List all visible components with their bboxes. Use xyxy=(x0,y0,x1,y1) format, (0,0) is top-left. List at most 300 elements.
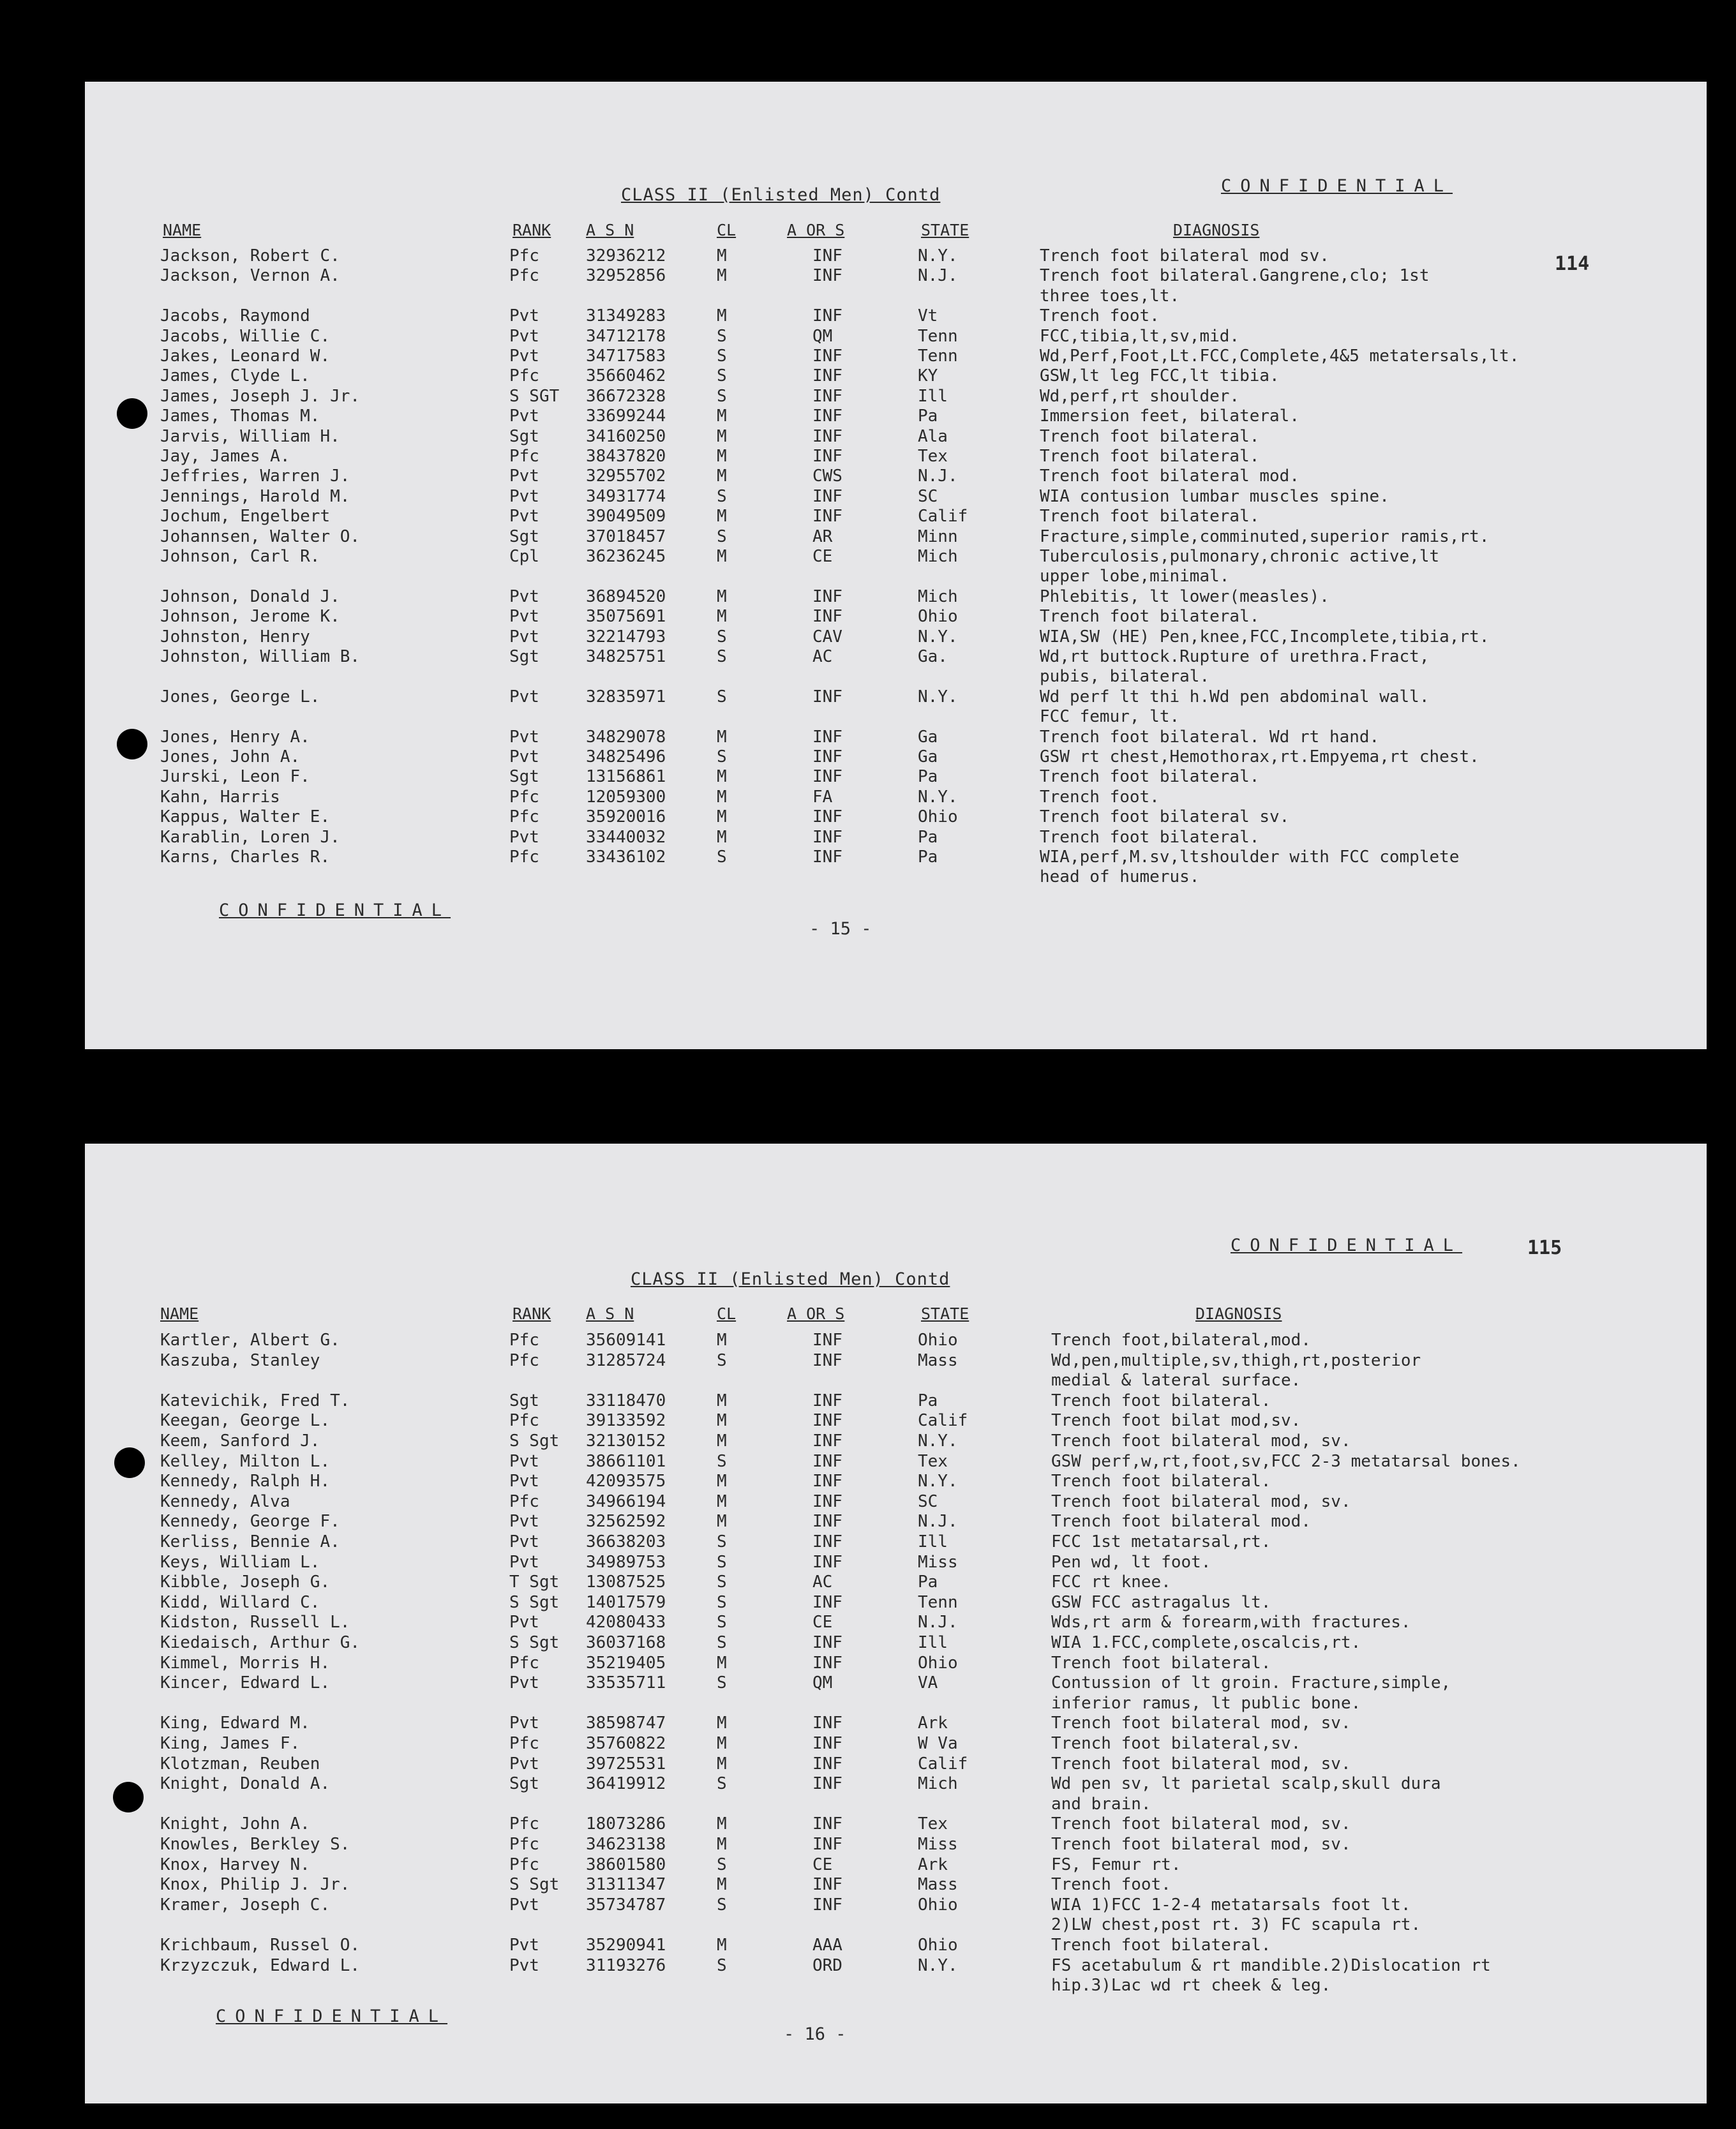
cell-state: Tex xyxy=(918,1814,948,1834)
cell-diagnosis: Phlebitis, lt lower(measles). xyxy=(1040,586,1329,606)
table-row xyxy=(85,1633,1707,1653)
cell-cl: S xyxy=(717,486,727,506)
cell-name: Jarvis, William H. xyxy=(160,426,340,446)
cell-state: Minn xyxy=(918,527,958,546)
cell-name: Jones, Henry A. xyxy=(160,727,310,747)
cell-rank: Pvt xyxy=(509,1714,539,1733)
cell-asn: 35760822 xyxy=(586,1734,666,1753)
cell-rank: Pvt xyxy=(509,1532,539,1551)
cell-name: Kennedy, George F. xyxy=(160,1512,340,1532)
cell-name: James, Joseph J. Jr. xyxy=(160,386,361,406)
cell-name: Klotzman, Reuben xyxy=(160,1754,320,1774)
cell-asn: 38437820 xyxy=(586,447,666,466)
cell-rank: Sgt xyxy=(509,1391,539,1410)
cell-cl: S xyxy=(717,1532,727,1551)
cell-cl: M xyxy=(717,1491,727,1511)
cell-diagnosis: WIA contusion lumbar muscles spine. xyxy=(1040,486,1389,506)
cell-state: Ga xyxy=(918,727,938,747)
cell-cl: S xyxy=(717,1673,727,1693)
table-row xyxy=(85,246,1707,266)
table-row xyxy=(85,527,1707,547)
cell-asn: 35290941 xyxy=(586,1936,666,1955)
cell-arm: AC xyxy=(812,1572,833,1592)
cell-rank: Pfc xyxy=(509,1734,539,1753)
cell-name: Kimmel, Morris H. xyxy=(160,1653,331,1673)
cell-state: Ohio xyxy=(918,1895,958,1915)
page-number: - 15 - xyxy=(809,919,872,939)
cell-asn: 39133592 xyxy=(586,1411,666,1431)
cell-arm: INF xyxy=(812,306,842,326)
cell-asn: 33436102 xyxy=(586,848,666,867)
cell-state: N.J. xyxy=(918,467,958,486)
cell-arm: AC xyxy=(812,647,833,666)
header-asn: A S N xyxy=(586,221,634,239)
cell-cl: S xyxy=(717,1451,727,1471)
cell-asn: 32952856 xyxy=(586,266,666,286)
header-cl: CL xyxy=(717,221,737,239)
cell-state: KY xyxy=(918,366,938,386)
page-title: CLASS II (Enlisted Men) Contd xyxy=(631,1269,950,1289)
cell-rank: Pvt xyxy=(509,747,539,766)
cell-arm: INF xyxy=(812,1875,842,1895)
cell-diagnosis: Trench foot bilateral sv. xyxy=(1040,807,1290,827)
cell-diagnosis: Wd,Perf,Foot,Lt.FCC,Complete,4&5 metatersals,lt. xyxy=(1040,347,1520,366)
cell-asn: 12059300 xyxy=(586,787,666,807)
cell-rank: Pvt xyxy=(509,1451,539,1471)
cell-rank: Pvt xyxy=(509,586,539,606)
table-row xyxy=(85,1391,1707,1411)
cell-name: Jacobs, Willie C. xyxy=(160,326,331,346)
cell-arm: INF xyxy=(812,246,842,265)
cell-diagnosis: Trench foot bilateral. xyxy=(1040,426,1260,446)
cell-rank: Pvt xyxy=(509,407,539,426)
document-page-15 xyxy=(85,82,1707,1049)
cell-name: Jackson, Vernon A. xyxy=(160,266,340,286)
table-row xyxy=(85,1673,1707,1713)
cell-asn: 36638203 xyxy=(586,1532,666,1551)
header-name: NAME xyxy=(160,1304,199,1323)
cell-rank: T Sgt xyxy=(509,1572,560,1592)
table-row xyxy=(85,687,1707,727)
table-row xyxy=(85,1613,1707,1632)
cell-diagnosis: Trench foot bilateral mod. xyxy=(1051,1512,1311,1532)
cell-diagnosis: WIA,perf,M.sv,ltshoulder with FCC complete xyxy=(1040,848,1460,867)
table-row xyxy=(85,306,1707,326)
table-row xyxy=(85,407,1707,426)
cell-arm: INF xyxy=(812,266,842,286)
table-row xyxy=(85,1331,1707,1350)
cell-state: N.Y. xyxy=(918,1431,958,1451)
cell-state: Ohio xyxy=(918,1936,958,1955)
cell-cl: S xyxy=(717,366,727,386)
cell-arm: INF xyxy=(812,1653,842,1673)
cell-state: VA xyxy=(918,1673,938,1693)
cell-cl: S xyxy=(717,1572,727,1592)
cell-state: N.J. xyxy=(918,266,958,286)
cell-name: Krichbaum, Russel O. xyxy=(160,1936,361,1955)
table-row xyxy=(85,327,1707,347)
cell-arm: INF xyxy=(812,407,842,426)
page-reference-number: 115 xyxy=(1527,1237,1562,1259)
cell-cl: S xyxy=(717,747,727,766)
cell-name: Knight, John A. xyxy=(160,1814,310,1834)
table-row xyxy=(85,1754,1707,1774)
cell-state: N.J. xyxy=(918,1613,958,1632)
cell-arm: INF xyxy=(812,1592,842,1612)
cell-name: Johnson, Jerome K. xyxy=(160,607,340,627)
cell-diagnosis: Trench foot bilateral. xyxy=(1051,1936,1271,1955)
cell-diagnosis: Trench foot. xyxy=(1040,306,1160,326)
table-row xyxy=(85,848,1707,887)
cell-name: Jurski, Leon F. xyxy=(160,767,310,787)
cell-asn: 35609141 xyxy=(586,1331,666,1350)
cell-rank: S Sgt xyxy=(509,1431,560,1451)
cell-rank: Sgt xyxy=(509,527,539,546)
confidential-stamp-bottom: CONFIDENTIAL xyxy=(219,900,451,920)
cell-asn: 35660462 xyxy=(586,366,666,386)
cell-name: Johnson, Carl R. xyxy=(160,547,320,566)
cell-diagnosis-continued: three toes,lt. xyxy=(1040,286,1180,306)
table-row xyxy=(85,1774,1707,1814)
cell-rank: Pvt xyxy=(509,507,539,527)
cell-name: Knowles, Berkley S. xyxy=(160,1835,350,1854)
cell-arm: CE xyxy=(812,547,833,566)
cell-asn: 33118470 xyxy=(586,1391,666,1410)
header-diagnosis: DIAGNOSIS xyxy=(1195,1304,1282,1323)
table-row xyxy=(85,607,1707,627)
cell-cl: M xyxy=(717,1411,727,1431)
cell-diagnosis: Trench foot. xyxy=(1040,787,1160,807)
cell-cl: M xyxy=(717,1653,727,1673)
cell-arm: INF xyxy=(812,426,842,446)
cell-cl: M xyxy=(717,306,727,326)
cell-asn: 33440032 xyxy=(586,827,666,847)
cell-name: Johnston, William B. xyxy=(160,647,361,666)
cell-diagnosis: Trench foot bilateral,sv. xyxy=(1051,1734,1301,1753)
cell-asn: 14017579 xyxy=(586,1592,666,1612)
cell-rank: S Sgt xyxy=(509,1633,560,1652)
cell-arm: CWS xyxy=(812,467,842,486)
cell-arm: INF xyxy=(812,386,842,406)
cell-rank: Sgt xyxy=(509,647,539,666)
cell-state: Calif xyxy=(918,507,968,527)
cell-diagnosis-continued: FCC femur, lt. xyxy=(1040,707,1180,727)
cell-asn: 35734787 xyxy=(586,1895,666,1915)
cell-arm: INF xyxy=(812,747,842,766)
cell-diagnosis: Trench foot bilateral. xyxy=(1040,447,1260,466)
cell-state: Mass xyxy=(918,1350,958,1370)
header-rank: RANK xyxy=(513,1304,551,1323)
cell-state: N.Y. xyxy=(918,246,958,265)
table-row xyxy=(85,387,1707,407)
cell-rank: Pfc xyxy=(509,1653,539,1673)
cell-name: Jochum, Engelbert xyxy=(160,507,331,527)
cell-diagnosis-continued: medial & lateral surface. xyxy=(1051,1371,1301,1391)
cell-asn: 32214793 xyxy=(586,627,666,646)
table-row xyxy=(85,828,1707,848)
cell-rank: Pvt xyxy=(509,1512,539,1532)
table-row xyxy=(85,807,1707,827)
cell-name: Jackson, Robert C. xyxy=(160,246,340,265)
cell-diagnosis: Trench foot bilateral. xyxy=(1051,1653,1271,1673)
cell-cl: M xyxy=(717,1431,727,1451)
cell-rank: Pvt xyxy=(509,1955,539,1975)
table-row xyxy=(85,507,1707,527)
cell-diagnosis: Trench foot bilateral mod, sv. xyxy=(1051,1431,1351,1451)
cell-arm: INF xyxy=(812,1350,842,1370)
cell-diagnosis: Trench foot bilateral. xyxy=(1040,767,1260,787)
cell-diagnosis: Tuberculosis,pulmonary,chronic active,lt xyxy=(1040,547,1440,566)
cell-diagnosis: Trench foot bilateral mod, sv. xyxy=(1051,1754,1351,1774)
cell-rank: Pfc xyxy=(509,1411,539,1431)
cell-arm: INF xyxy=(812,1431,842,1451)
cell-state: N.J. xyxy=(918,1512,958,1532)
cell-rank: Pfc xyxy=(509,848,539,867)
table-row xyxy=(85,266,1707,306)
cell-name: Kramer, Joseph C. xyxy=(160,1895,331,1915)
cell-rank: Cpl xyxy=(509,547,539,566)
cell-arm: AAA xyxy=(812,1936,842,1955)
cell-cl: S xyxy=(717,1350,727,1370)
cell-arm: QM xyxy=(812,1673,833,1693)
cell-name: Knight, Donald A. xyxy=(160,1774,331,1794)
cell-asn: 33535711 xyxy=(586,1673,666,1693)
cell-arm: INF xyxy=(812,848,842,867)
cell-cl: S xyxy=(717,326,727,346)
cell-rank: Pvt xyxy=(509,1552,539,1572)
cell-name: Keem, Sanford J. xyxy=(160,1431,320,1451)
cell-diagnosis-continued: 2)LW chest,post rt. 3) FC scapula rt. xyxy=(1051,1915,1421,1935)
cell-asn: 36236245 xyxy=(586,547,666,566)
cell-state: Pa xyxy=(918,767,938,787)
cell-diagnosis: FS acetabulum & rt mandible.2)Dislocation rt xyxy=(1051,1955,1491,1975)
cell-cl: M xyxy=(717,1835,727,1854)
cell-diagnosis-continued: upper lobe,minimal. xyxy=(1040,567,1230,586)
cell-asn: 34931774 xyxy=(586,486,666,506)
cell-diagnosis: Trench foot bilateral.Gangrene,clo; 1st xyxy=(1040,266,1430,286)
cell-name: James, Clyde L. xyxy=(160,366,310,386)
table-row xyxy=(85,1492,1707,1512)
cell-cl: M xyxy=(717,507,727,527)
cell-arm: INF xyxy=(812,767,842,787)
cell-name: Jay, James A. xyxy=(160,447,290,466)
table-row xyxy=(85,1855,1707,1875)
cell-arm: INF xyxy=(812,687,842,706)
cell-asn: 34623138 xyxy=(586,1835,666,1854)
cell-cl: M xyxy=(717,1754,727,1774)
cell-arm: INF xyxy=(812,1734,842,1753)
cell-asn: 32955702 xyxy=(586,467,666,486)
cell-rank: Pvt xyxy=(509,1472,539,1491)
cell-name: Jones, John A. xyxy=(160,747,301,766)
header-state: STATE xyxy=(921,1304,969,1323)
cell-name: Karns, Charles R. xyxy=(160,848,331,867)
cell-cl: M xyxy=(717,1936,727,1955)
cell-cl: M xyxy=(717,1512,727,1532)
cell-arm: INF xyxy=(812,1633,842,1652)
cell-diagnosis: Trench foot bilateral. xyxy=(1040,607,1260,627)
cell-arm: INF xyxy=(812,347,842,366)
cell-name: Kerliss, Bennie A. xyxy=(160,1532,340,1551)
cell-rank: Pvt xyxy=(509,1613,539,1632)
cell-state: Ga xyxy=(918,747,938,766)
table-row xyxy=(85,467,1707,486)
cell-arm: INF xyxy=(812,1451,842,1471)
cell-cl: M xyxy=(717,426,727,446)
cell-name: Kibble, Joseph G. xyxy=(160,1572,331,1592)
cell-rank: Pvt xyxy=(509,1754,539,1774)
cell-diagnosis: FCC 1st metatarsal,rt. xyxy=(1051,1532,1271,1551)
cell-arm: INF xyxy=(812,1835,842,1854)
cell-cl: S xyxy=(717,687,727,706)
cell-diagnosis: Trench foot bilat mod,sv. xyxy=(1051,1411,1301,1431)
cell-diagnosis-continued: inferior ramus, lt public bone. xyxy=(1051,1693,1361,1713)
cell-arm: INF xyxy=(812,607,842,627)
cell-diagnosis-continued: head of humerus. xyxy=(1040,867,1200,887)
table-row xyxy=(85,1431,1707,1451)
cell-name: Jacobs, Raymond xyxy=(160,306,310,326)
cell-cl: M xyxy=(717,827,727,847)
cell-cl: S xyxy=(717,1955,727,1975)
cell-diagnosis: Trench foot bilateral mod. xyxy=(1040,467,1299,486)
table-row xyxy=(85,1452,1707,1472)
cell-cl: M xyxy=(717,547,727,566)
cell-rank: Pfc xyxy=(509,447,539,466)
cell-name: Kidd, Willard C. xyxy=(160,1592,320,1612)
cell-state: Pa xyxy=(918,1391,938,1410)
cell-diagnosis: Pen wd, lt foot. xyxy=(1051,1552,1211,1572)
cell-cl: M xyxy=(717,607,727,627)
cell-rank: Pfc xyxy=(509,1814,539,1834)
cell-rank: Pvt xyxy=(509,627,539,646)
cell-asn: 34825751 xyxy=(586,647,666,666)
cell-cl: S xyxy=(717,386,727,406)
cell-cl: M xyxy=(717,1814,727,1834)
cell-cl: S xyxy=(717,647,727,666)
cell-diagnosis: Trench foot bilateral mod sv. xyxy=(1040,246,1329,265)
cell-name: Johnson, Donald J. xyxy=(160,586,340,606)
cell-name: Kelley, Milton L. xyxy=(160,1451,331,1471)
cell-asn: 37018457 xyxy=(586,527,666,546)
cell-rank: Pvt xyxy=(509,1673,539,1693)
cell-cl: S xyxy=(717,627,727,646)
cell-diagnosis: Wd pen sv, lt parietal scalp,skull dura xyxy=(1051,1774,1441,1794)
cell-cl: S xyxy=(717,347,727,366)
cell-rank: S Sgt xyxy=(509,1875,560,1895)
table-row xyxy=(85,1734,1707,1754)
page-title: CLASS II (Enlisted Men) Contd xyxy=(621,185,941,205)
cell-cl: S xyxy=(717,848,727,867)
cell-name: Kennedy, Alva xyxy=(160,1491,290,1511)
cell-rank: Pfc xyxy=(509,1331,539,1350)
cell-rank: Pvt xyxy=(509,326,539,346)
cell-state: Ark xyxy=(918,1855,948,1874)
cell-diagnosis: WIA 1)FCC 1-2-4 metatarsals foot lt. xyxy=(1051,1895,1411,1915)
cell-diagnosis: GSW rt chest,Hemothorax,rt.Empyema,rt chest. xyxy=(1040,747,1479,766)
cell-arm: INF xyxy=(812,1552,842,1572)
cell-asn: 34160250 xyxy=(586,426,666,446)
cell-state: Ohio xyxy=(918,1653,958,1673)
table-row xyxy=(85,788,1707,807)
cell-state: Ill xyxy=(918,1532,948,1551)
cell-arm: INF xyxy=(812,1391,842,1410)
cell-rank: Pvt xyxy=(509,347,539,366)
table-row xyxy=(85,1936,1707,1955)
cell-asn: 42080433 xyxy=(586,1613,666,1632)
cell-name: Katevichik, Fred T. xyxy=(160,1391,350,1410)
cell-diagnosis: GSW FCC astragalus lt. xyxy=(1051,1592,1271,1612)
cell-asn: 38598747 xyxy=(586,1714,666,1733)
cell-state: Mich xyxy=(918,1774,958,1794)
cell-cl: S xyxy=(717,1895,727,1915)
cell-state: Pa xyxy=(918,827,938,847)
cell-asn: 34966194 xyxy=(586,1491,666,1511)
table-row xyxy=(85,447,1707,467)
cell-diagnosis: Trench foot bilateral mod, sv. xyxy=(1051,1491,1351,1511)
table-row xyxy=(85,1411,1707,1431)
table-row xyxy=(85,747,1707,767)
cell-arm: QM xyxy=(812,326,833,346)
cell-name: Jeffries, Warren J. xyxy=(160,467,350,486)
cell-diagnosis: Trench foot bilateral mod, sv. xyxy=(1051,1714,1351,1733)
cell-diagnosis: Wd,pen,multiple,sv,thigh,rt,posterior xyxy=(1051,1350,1421,1370)
cell-name: Johannsen, Walter O. xyxy=(160,527,361,546)
table-row xyxy=(85,1654,1707,1673)
cell-asn: 13156861 xyxy=(586,767,666,787)
cell-state: SC xyxy=(918,1491,938,1511)
cell-state: N.Y. xyxy=(918,687,958,706)
cell-name: Jones, George L. xyxy=(160,687,320,706)
cell-state: Tenn xyxy=(918,326,958,346)
cell-rank: Pfc xyxy=(509,1855,539,1874)
cell-state: Mass xyxy=(918,1875,958,1895)
cell-name: Kennedy, Ralph H. xyxy=(160,1472,331,1491)
cell-name: Jakes, Leonard W. xyxy=(160,347,331,366)
cell-name: Karablin, Loren J. xyxy=(160,827,340,847)
cell-diagnosis-continued: and brain. xyxy=(1051,1794,1151,1814)
cell-state: N.Y. xyxy=(918,1955,958,1975)
cell-name: Johnston, Henry xyxy=(160,627,310,646)
cell-diagnosis-continued: hip.3)Lac wd rt cheek & leg. xyxy=(1051,1976,1331,1996)
table-row xyxy=(85,1593,1707,1613)
header-cl: CL xyxy=(717,1304,737,1323)
cell-asn: 35219405 xyxy=(586,1653,666,1673)
cell-name: King, Edward M. xyxy=(160,1714,310,1733)
table-row xyxy=(85,1572,1707,1592)
cell-rank: Pfc xyxy=(509,246,539,265)
cell-name: Kidston, Russell L. xyxy=(160,1613,350,1632)
table-row xyxy=(85,547,1707,586)
cell-diagnosis: FS, Femur rt. xyxy=(1051,1855,1181,1874)
cell-cl: M xyxy=(717,807,727,827)
cell-cl: S xyxy=(717,527,727,546)
cell-asn: 34712178 xyxy=(586,326,666,346)
cell-arm: INF xyxy=(812,486,842,506)
table-row xyxy=(85,1553,1707,1572)
cell-arm: INF xyxy=(812,727,842,747)
cell-diagnosis: Wd,perf,rt shoulder. xyxy=(1040,386,1240,406)
table-row xyxy=(85,1895,1707,1935)
cell-asn: 38601580 xyxy=(586,1855,666,1874)
page-reference-number: 114 xyxy=(1555,253,1590,275)
cell-arm: FA xyxy=(812,787,833,807)
cell-rank: Sgt xyxy=(509,1774,539,1794)
confidential-stamp-top: CONFIDENTIAL xyxy=(1231,1236,1463,1255)
cell-name: Kiedaisch, Arthur G. xyxy=(160,1633,361,1652)
cell-asn: 42093575 xyxy=(586,1472,666,1491)
cell-state: Miss xyxy=(918,1835,958,1854)
header-arm: A OR S xyxy=(787,1304,845,1323)
